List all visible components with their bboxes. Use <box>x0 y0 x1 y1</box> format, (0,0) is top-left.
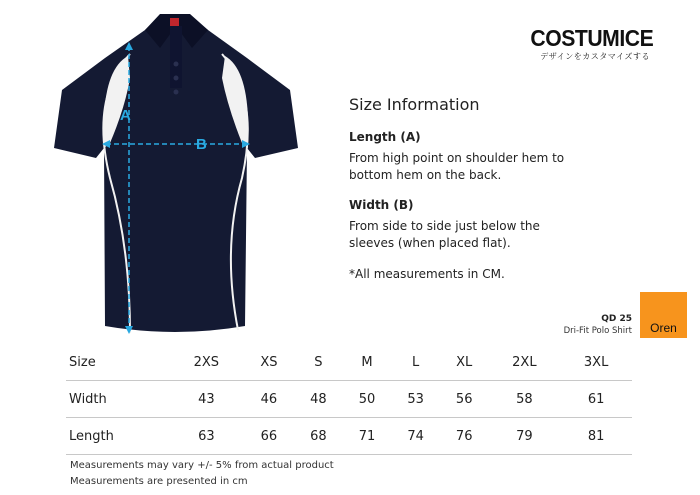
length-description: From high point on shoulder hem to bottom hem on the back. <box>349 151 565 182</box>
table-cell: 63 <box>169 418 244 455</box>
size-information <box>349 95 569 297</box>
header-cell: S <box>294 344 343 381</box>
brand-logo <box>520 25 654 62</box>
table-cell: 61 <box>560 381 632 418</box>
table-cell: 53 <box>391 381 440 418</box>
table-cell: 68 <box>294 418 343 455</box>
table-cell: 81 <box>560 418 632 455</box>
header-cell: XS <box>244 344 294 381</box>
header-cell: Size <box>66 344 169 381</box>
table-cell: 74 <box>391 418 440 455</box>
table-row <box>66 418 632 455</box>
button <box>174 62 179 67</box>
table-cell: 79 <box>489 418 561 455</box>
header-cell: M <box>343 344 392 381</box>
brand-tagline: デザインをカスタマイズする <box>540 52 650 61</box>
table-cell: 66 <box>244 418 294 455</box>
label-b: B <box>196 136 207 153</box>
header-cell: 2XL <box>489 344 561 381</box>
oren-logo <box>640 292 687 338</box>
info-title: Size Information <box>349 95 480 114</box>
table-cell: 46 <box>244 381 294 418</box>
table-row <box>66 381 632 418</box>
collar-tag <box>170 18 179 26</box>
product-code: QD 25 <box>601 314 632 324</box>
header-cell: 3XL <box>560 344 632 381</box>
footer-note-units: Measurements are presented in cm <box>70 476 248 487</box>
table-header-row <box>66 344 632 381</box>
table-cell: 43 <box>169 381 244 418</box>
product-label <box>520 314 632 336</box>
header-cell: XL <box>440 344 489 381</box>
width-description: From side to side just below the sleeves (when placed flat). <box>349 219 540 250</box>
footer-note-variance: Measurements may vary +/- 5% from actual product <box>70 460 334 471</box>
length-heading: Length (A) <box>349 130 421 144</box>
length-arrow-bottom <box>125 326 133 334</box>
measurement-note: *All measurements in CM. <box>349 267 505 281</box>
table-cell: 48 <box>294 381 343 418</box>
oren-logo-text: Oren <box>650 321 677 335</box>
header-cell: L <box>391 344 440 381</box>
polo-shirt-image <box>50 8 300 338</box>
brand-name: COSTUMICE <box>530 25 654 51</box>
table-cell: 58 <box>489 381 561 418</box>
button <box>174 90 179 95</box>
row-label: Length <box>66 418 169 455</box>
table-cell: 50 <box>343 381 392 418</box>
width-heading: Width (B) <box>349 198 414 212</box>
header-cell: 2XS <box>169 344 244 381</box>
button <box>174 76 179 81</box>
table-cell: 76 <box>440 418 489 455</box>
size-chart-table <box>66 344 632 455</box>
table-cell: 56 <box>440 381 489 418</box>
table-cell: 71 <box>343 418 392 455</box>
product-name: Dri-Fit Polo Shirt <box>563 326 632 336</box>
label-a: A <box>120 107 131 124</box>
row-label: Width <box>66 381 169 418</box>
